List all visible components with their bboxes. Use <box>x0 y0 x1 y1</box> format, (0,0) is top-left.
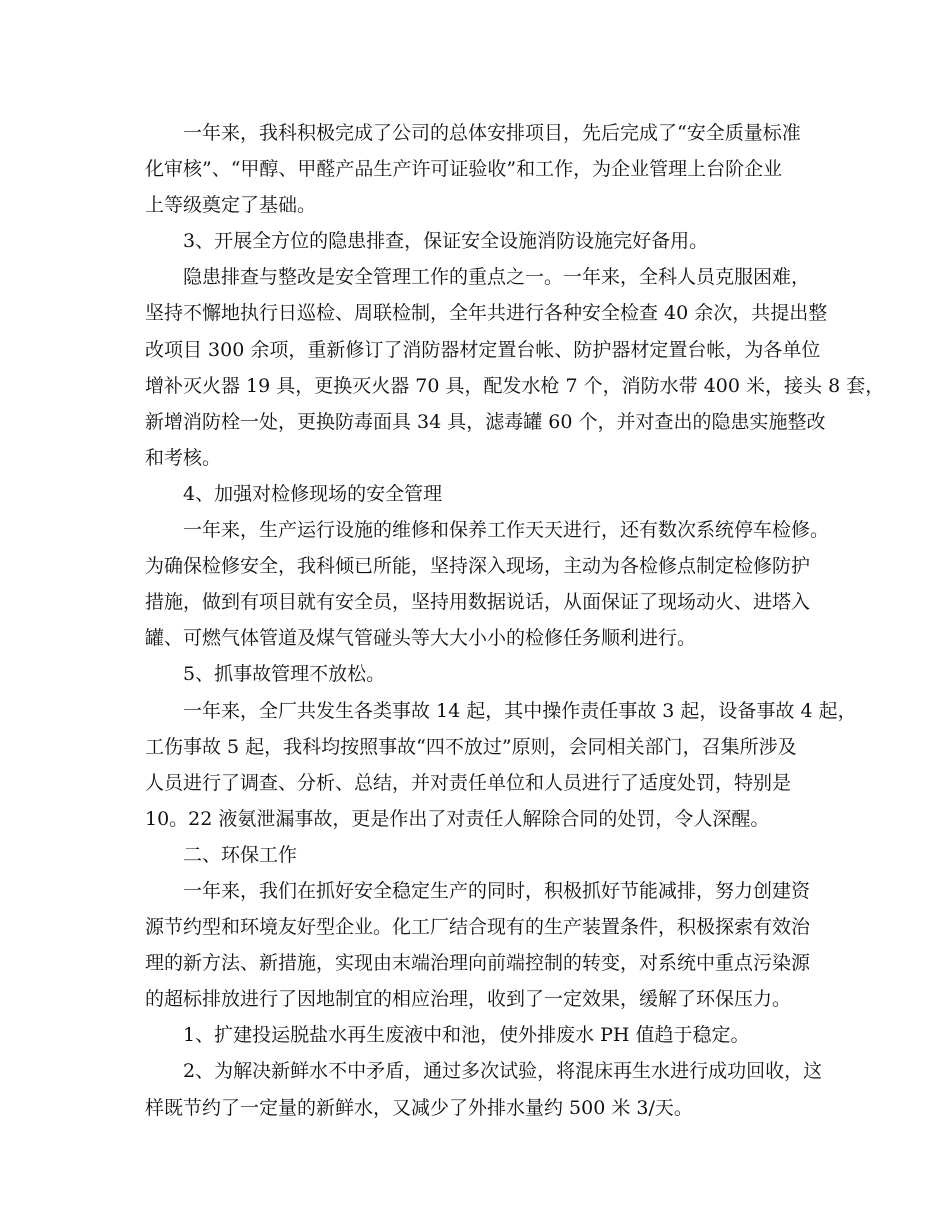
text-line: 措施，做到有项目就有安全员，坚持用数据说话，从面保证了现场动火、进塔入 <box>145 591 811 614</box>
text-line: 改项目 300 余项，重新修订了消防器材定置台帐、防护器材定置台帐，为各单位 <box>145 338 821 361</box>
text-line: 一年来，我科积极完成了公司的总体安排项目，先后完成了“安全质量标准 <box>183 122 801 144</box>
text-line: 源节约型和环境友好型企业。化工厂结合现有的生产装置条件，积极探索有效治 <box>145 916 811 939</box>
document-body <box>145 115 885 1126</box>
text-line: 为确保检修安全，我科倾已所能，坚持深入现场，主动为各检修点制定检修防护 <box>145 555 811 578</box>
text-line: 工伤事故 5 起，我科均按照事故“四不放过”原则，会同相关部门，召集所涉及 <box>145 735 797 758</box>
text-line: 隐患排查与整改是安全管理工作的重点之一。一年来，全科人员克服困难， <box>183 266 811 289</box>
text-line: 5、抓事故管理不放松。 <box>183 663 386 686</box>
text-line: 10。22 液氨泄漏事故，更是作出了对责任人解除合同的处罚，令人深醒。 <box>145 807 770 830</box>
text-line: 坚持不懈地执行日巡检、周联检制，全年共进行各种安全检查 40 余次，共提出整 <box>145 302 828 325</box>
text-line: 人员进行了调查、分析、总结，并对责任单位和人员进行了适度处罚，特别是 <box>145 771 792 794</box>
text-line: 一年来，全厂共发生各类事故 14 起，其中操作责任事故 3 起，设备事故 4 起， <box>183 699 857 722</box>
text-line: 理的新方法、新措施，实现由末端治理向前端控制的转变，对系统中重点污染源 <box>145 952 811 975</box>
text-line: 新增消防栓一处，更换防毒面具 34 具，滤毒罐 60 个，并对查出的隐患实施整改 <box>145 410 826 433</box>
text-line: 的超标排放进行了因地制宜的相应治理，收到了一定效果，缓解了环保压力。 <box>145 988 792 1011</box>
text-line: 罐、可燃气体管道及煤气管碰头等大大小小的检修任务顺利进行。 <box>145 627 697 650</box>
text-line: 上等级奠定了基础。 <box>145 194 317 217</box>
text-line: 增补灭火器 19 具，更换灭火器 70 具，配发水枪 7 个，消防水带 400 米，接头 8 套， <box>145 374 885 397</box>
text-line: 一年来，生产运行设施的维修和保养工作天天进行，还有数次系统停车检修。 <box>183 519 830 542</box>
text-line: 1、扩建投运脱盐水再生废液中和池，使外排废水 PH 值趋于稳定。 <box>183 1024 750 1047</box>
text-line: 化审核”、“甲醇、甲醛产品生产许可证验收”和工作，为企业管理上台阶企业 <box>145 158 783 181</box>
text-line: 二、环保工作 <box>183 843 298 866</box>
text-line: 和考核。 <box>145 446 222 469</box>
text-line: 4、加强对检修现场的安全管理 <box>183 482 443 505</box>
text-line: 3、开展全方位的隐患排查，保证安全设施消防设施完好备用。 <box>183 230 709 253</box>
text-line: 2、为解决新鲜水不中矛盾，通过多次试验，将混床再生水进行成功回收，这 <box>183 1060 823 1083</box>
text-line: 一年来，我们在抓好安全稳定生产的同时，积极抓好节能减排，努力创建资 <box>183 879 811 902</box>
text-line: 样既节约了一定量的新鲜水，又减少了外排水量约 500 米 3/天。 <box>145 1096 693 1119</box>
